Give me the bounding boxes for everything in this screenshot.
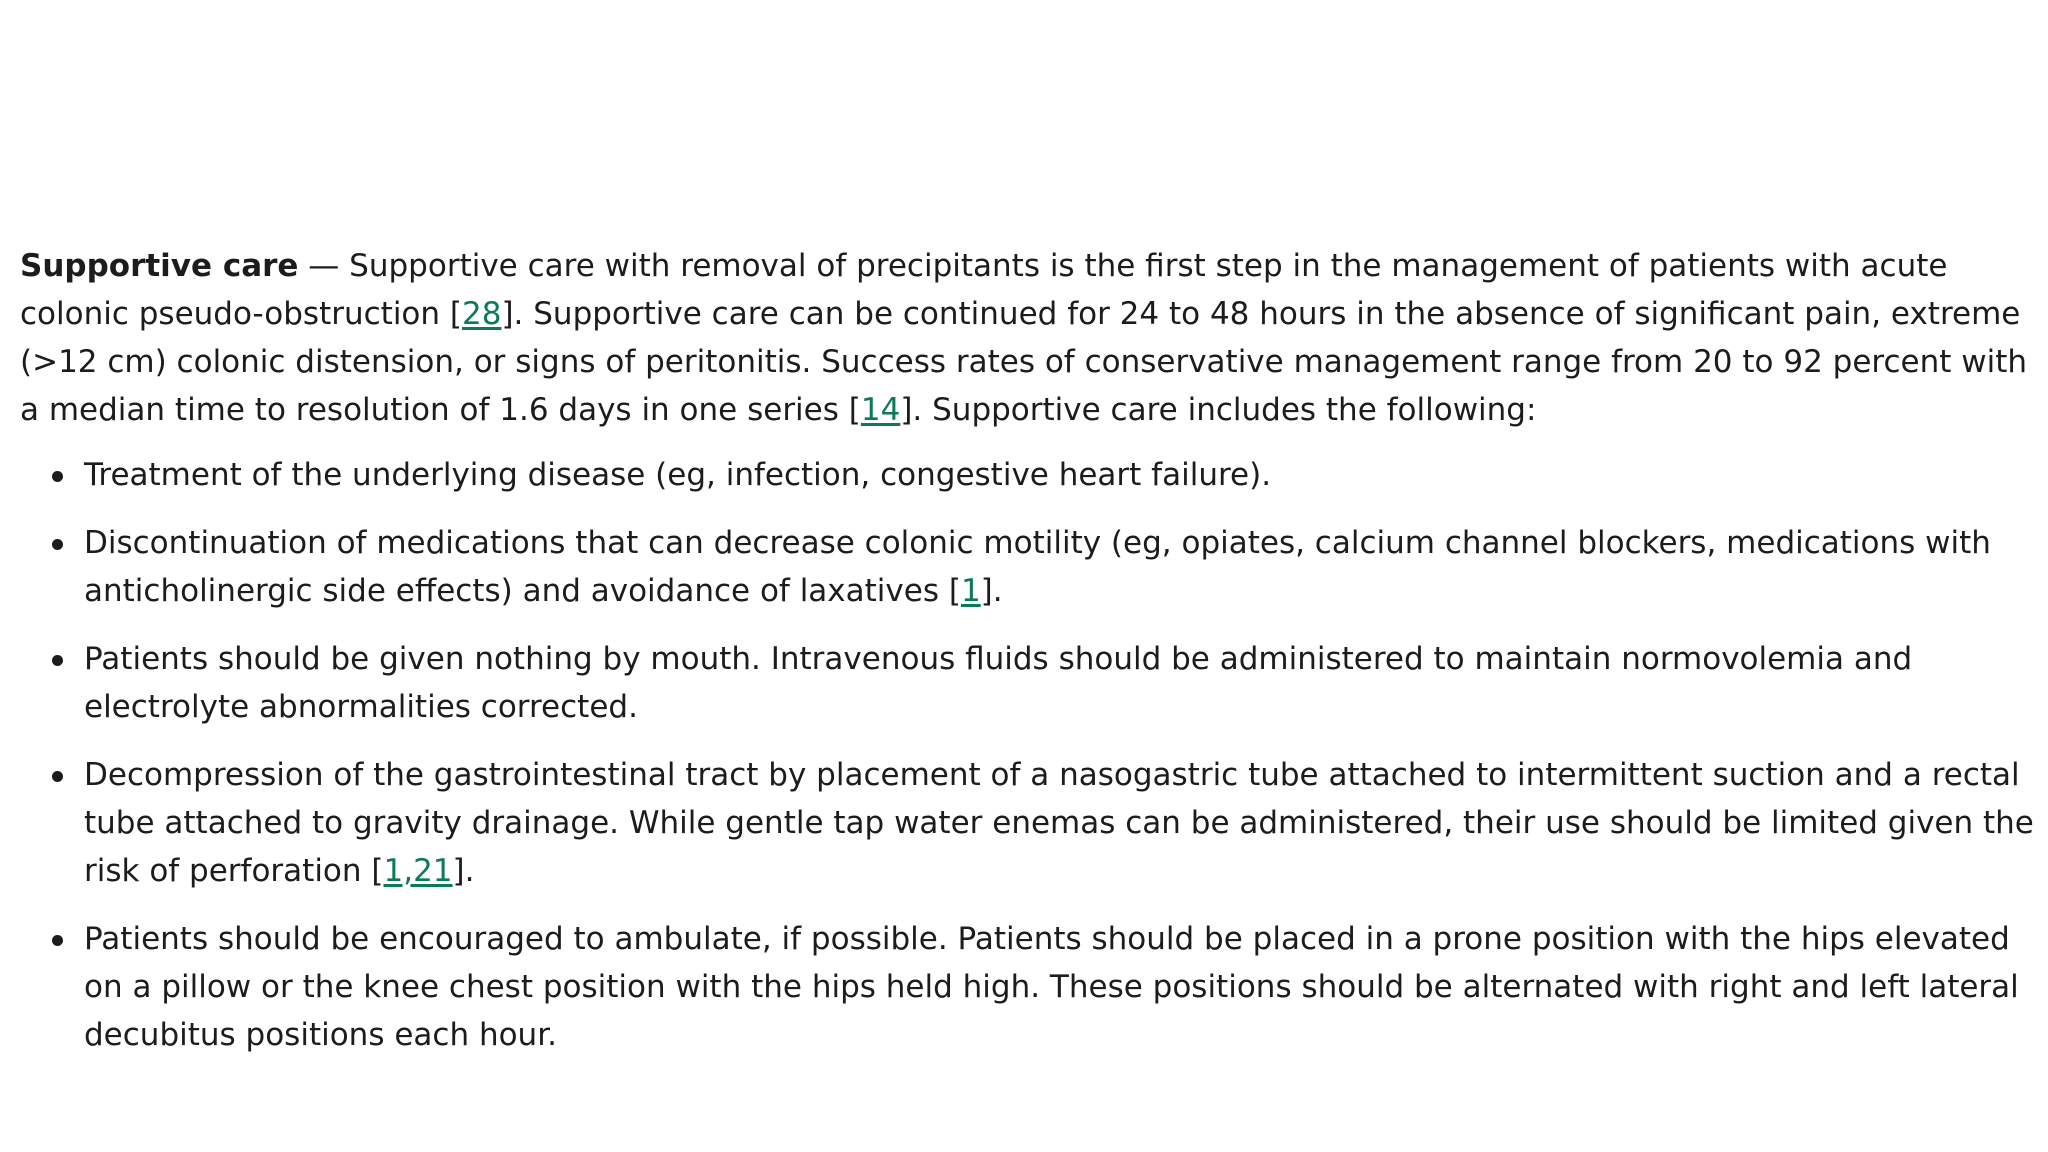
- article-section: [20, 242, 2040, 1079]
- intro-text-3: ]. Supportive care includes the following:: [900, 392, 1537, 428]
- reference-link-14[interactable]: 14: [860, 392, 901, 428]
- list-item-text: Patients should be given nothing by mouth. Intravenous fluids should be administered to maintain normovolemia and electrolyte abnormalities corrected.: [84, 641, 1913, 725]
- list-item-text-end: ].: [980, 573, 1003, 609]
- intro-text-2: ]. Supportive care can be continued for 24 to 48 hours in the absence of significant pain, extreme (>12 cm) colonic distension, or signs of peritonitis. Success rates of conservative management range from 20 to 92 percent with a median time to resolution of 1.6 days in one series [: [20, 296, 2028, 428]
- reference-link-1-21[interactable]: 1,21: [383, 853, 453, 889]
- list-item: [20, 751, 2040, 895]
- list-item: [20, 519, 2040, 615]
- bullet-icon: [52, 655, 63, 666]
- list-item: [20, 635, 2040, 731]
- intro-paragraph: [20, 242, 2040, 434]
- list-item: [20, 451, 2040, 499]
- intro-text-1: Supportive care with removal of precipitants is the first step in the management of patients with acute colonic pseudo-obstruction [: [20, 248, 1948, 332]
- bullet-icon: [52, 771, 63, 782]
- reference-link-1[interactable]: 1: [960, 573, 981, 609]
- reference-link-28[interactable]: 28: [462, 296, 502, 332]
- list-item: [20, 915, 2040, 1059]
- list-item-text: Patients should be encouraged to ambulate, if possible. Patients should be placed in a prone position with the hips elevated on a pillow or the knee chest position with the hips held high. These positions should be alternated with right and left lateral decubitus positions each hour.: [84, 921, 2019, 1053]
- list-item-text: Discontinuation of medications that can decrease colonic motility (eg, opiates, calcium channel blockers, medications with anticholinergic side effects) and avoidance of laxatives [: [84, 525, 1991, 609]
- list-item-text-end: ].: [452, 853, 475, 889]
- section-heading: Supportive care: [20, 248, 299, 284]
- bullet-icon: [52, 471, 63, 482]
- bullet-icon: [52, 935, 63, 946]
- bullet-icon: [52, 539, 63, 550]
- heading-dash: —: [298, 248, 350, 284]
- supportive-care-list: [20, 451, 2040, 1059]
- list-item-text: Treatment of the underlying disease (eg, infection, congestive heart failure).: [84, 457, 1272, 493]
- list-item-text: Decompression of the gastrointestinal tract by placement of a nasogastric tube attached to intermittent suction and a rectal tube attached to gravity drainage. While gentle tap water enemas can be administered, their use should be limited given the risk of perforation [: [84, 757, 2034, 889]
